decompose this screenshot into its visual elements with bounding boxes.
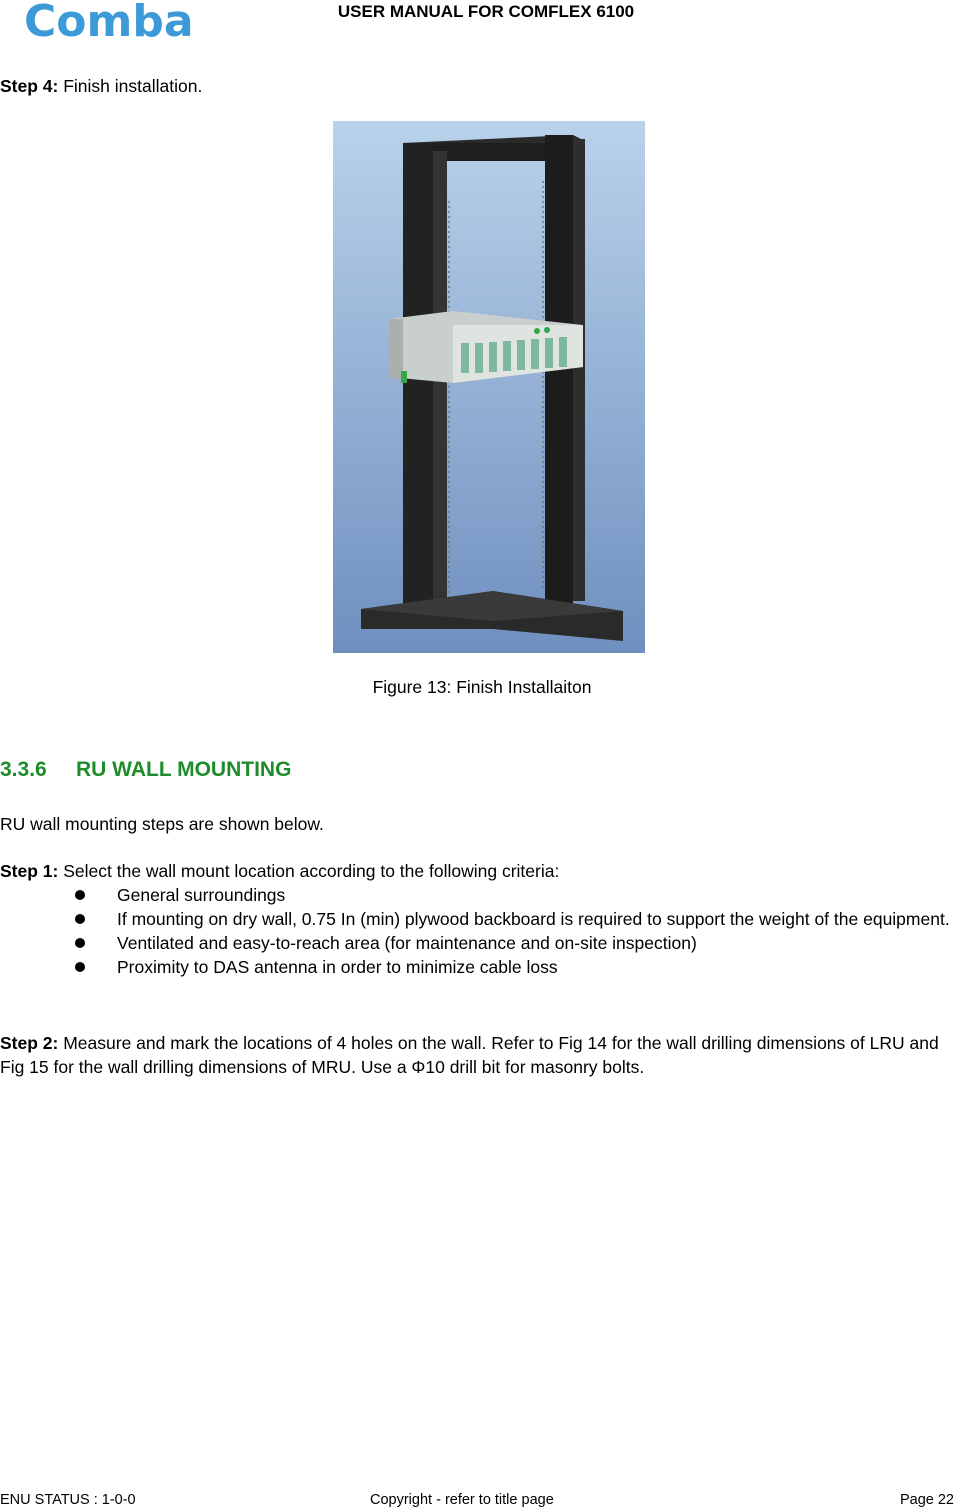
list-item: Ventilated and easy-to-reach area (for maintenance and on-site inspection) (0, 931, 964, 955)
step-1-text: Select the wall mount location according to the following criteria: (58, 861, 560, 881)
section-title: RU WALL MOUNTING (76, 758, 292, 781)
rack-installation-image (333, 121, 645, 653)
figure-caption: Figure 13: Finish Installaiton (372, 677, 592, 697)
bullet-icon (75, 914, 85, 924)
step-2-label: Step 2: (0, 1033, 59, 1053)
footer-status: ENU STATUS : 1-0-0 (0, 1492, 136, 1508)
section-number: 3.3.6 (0, 758, 47, 781)
step-1-paragraph (0, 859, 559, 883)
list-item: General surroundings (0, 883, 964, 907)
bullet-icon (75, 890, 85, 900)
footer-copyright: Copyright - refer to title page (370, 1492, 554, 1508)
bullet-icon (75, 962, 85, 972)
step-2-text: Measure and mark the locations of 4 holes on the wall. Refer to Fig 14 for the wall drilling dimensions of LRU and Fig 15 for the wall drilling dimensions of MRU. Use a Φ10 drill bit for masonry bolts. (0, 1033, 939, 1077)
bullet-icon (75, 938, 85, 948)
criteria-list (0, 883, 964, 979)
step-4-label: Step 4: (0, 76, 59, 96)
section-heading (0, 758, 291, 782)
step-2-paragraph (0, 1031, 950, 1079)
intro-paragraph: RU wall mounting steps are shown below. (0, 814, 324, 834)
document-title: USER MANUAL FOR COMFLEX 6100 (337, 2, 635, 21)
step-4-paragraph (0, 74, 202, 98)
logo-text: Comba (24, 0, 194, 44)
list-item: If mounting on dry wall, 0.75 In (min) plywood backboard is required to support the weight of the equipment. (0, 907, 964, 931)
list-item: Proximity to DAS antenna in order to minimize cable loss (0, 955, 964, 979)
footer-page-number: Page 22 (899, 1492, 954, 1508)
step-4-text: Finish installation. (58, 76, 203, 96)
step-1-label: Step 1: (0, 861, 59, 881)
